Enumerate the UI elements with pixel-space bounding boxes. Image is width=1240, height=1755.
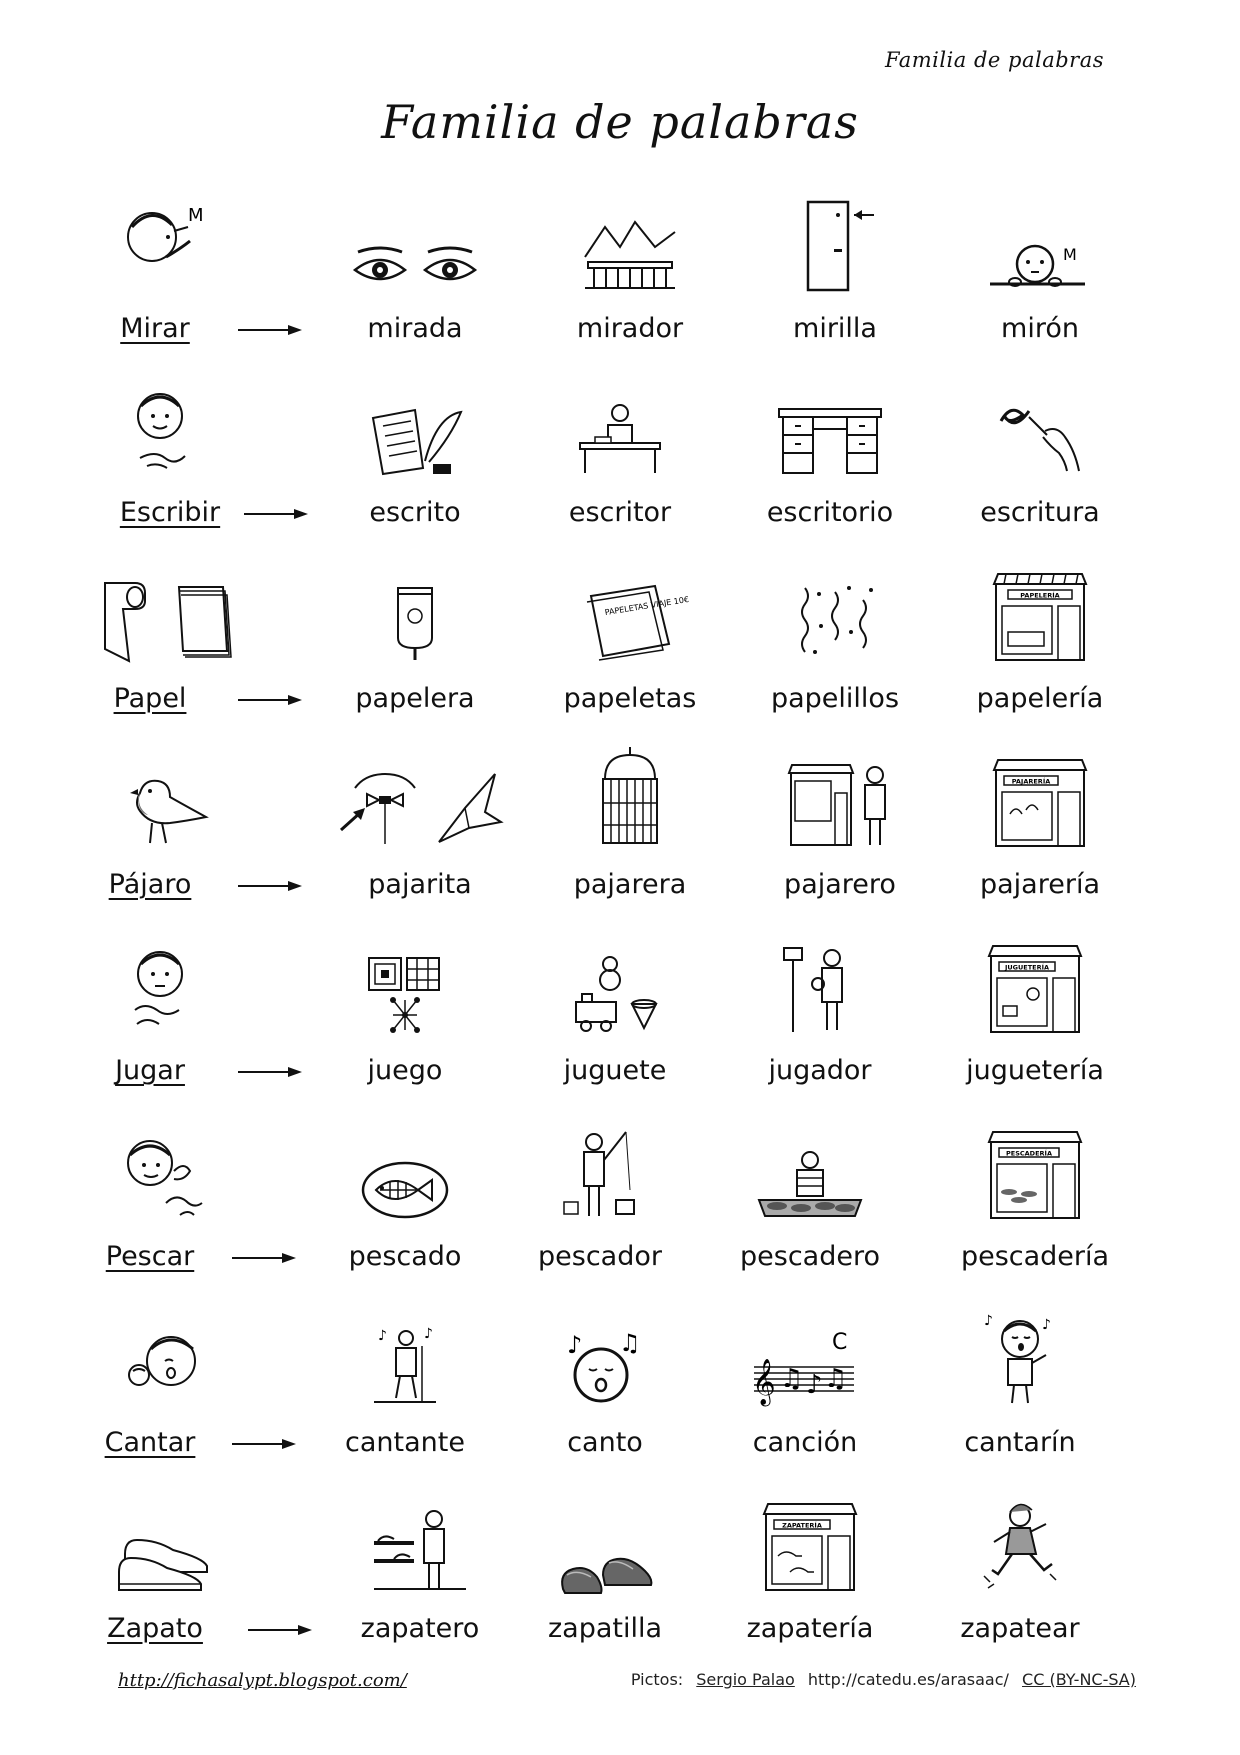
derived-cell — [935, 1284, 1105, 1468]
word-family-row — [0, 1284, 1240, 1468]
svg-text:♫: ♫ — [619, 1329, 641, 1357]
derived-word: zapatería — [746, 1613, 874, 1644]
blog-link[interactable]: http://fichasalypt.blogspot.com/ — [118, 1670, 407, 1691]
derived-cell — [520, 1284, 690, 1468]
derived-cell — [515, 1098, 685, 1282]
word-family-row — [0, 540, 1240, 724]
music-notes-icon — [750, 1331, 860, 1406]
trash-bin-icon — [390, 582, 440, 662]
derived-cell — [335, 1470, 505, 1654]
derived-cell — [725, 1098, 895, 1282]
word-family-row — [0, 170, 1240, 354]
derived-word: pajarita — [368, 869, 472, 900]
fishmonger-icon — [755, 1150, 865, 1220]
pet-shop-icon — [990, 758, 1090, 848]
derived-word: juguete — [563, 1055, 667, 1086]
base-cell — [80, 726, 240, 910]
peeker-icon — [985, 242, 1095, 292]
derived-cell — [935, 1470, 1105, 1654]
derived-word: juguetería — [966, 1055, 1104, 1086]
base-word: Escribir — [119, 497, 221, 528]
derived-cell — [750, 540, 920, 724]
arasaac-link[interactable]: http://catedu.es/arasaac/ — [807, 1670, 1009, 1689]
derived-word: pajarero — [784, 869, 896, 900]
confetti-icon — [795, 582, 875, 662]
bird-icon — [120, 773, 210, 848]
derived-cell — [955, 540, 1125, 724]
birdcage-icon — [595, 743, 665, 848]
arrow-right-icon — [238, 324, 302, 336]
word-family-row — [0, 912, 1240, 1096]
derived-word: zapatilla — [547, 1613, 663, 1644]
derived-cell — [545, 170, 715, 354]
base-cell — [80, 1098, 240, 1282]
toys-icon — [570, 954, 660, 1034]
svg-text:M: M — [188, 205, 204, 226]
svg-text:♫: ♫ — [824, 1364, 848, 1394]
derived-word: pescadero — [740, 1241, 880, 1272]
derived-cell — [755, 726, 925, 910]
base-cell — [80, 540, 240, 724]
shoemaker-icon — [370, 1507, 470, 1592]
stationery-shop-icon — [990, 572, 1090, 662]
svg-text:PESCADERÍA: PESCADERÍA — [1006, 1149, 1052, 1158]
base-word: Cantar — [104, 1427, 196, 1458]
svg-text:♪: ♪ — [806, 1370, 823, 1400]
toy-shop-icon — [985, 944, 1085, 1034]
svg-text:♪: ♪ — [984, 1313, 993, 1329]
author-link[interactable]: Sergio Palao — [696, 1670, 795, 1689]
header-note: Familia de palabras — [885, 48, 1104, 72]
base-cell — [80, 912, 240, 1096]
derived-word: pajarera — [573, 869, 687, 900]
derived-cell — [320, 912, 490, 1096]
derived-cell — [330, 354, 500, 538]
derived-cell — [320, 1284, 490, 1468]
word-family-row — [0, 1470, 1240, 1654]
derived-cell — [330, 726, 510, 910]
arrow-right-icon — [232, 1438, 296, 1450]
svg-text:M: M — [1063, 245, 1077, 264]
derived-word: zapatear — [960, 1613, 1080, 1644]
page-title: Familia de palabras — [381, 95, 859, 149]
derived-cell — [955, 170, 1125, 354]
svg-text:ZAPATERÍA: ZAPATERÍA — [782, 1521, 822, 1530]
tap-dancer-icon — [980, 1502, 1060, 1592]
svg-text:♪: ♪ — [378, 1328, 387, 1344]
slippers-icon — [555, 1545, 655, 1600]
derived-cell — [950, 912, 1120, 1096]
desk-icon — [775, 401, 885, 476]
viewpoint-icon — [580, 212, 680, 292]
svg-text:♫: ♫ — [780, 1364, 804, 1394]
signing-child-icon — [120, 1135, 210, 1220]
arrow-right-icon — [238, 694, 302, 706]
derived-word: cantarín — [964, 1427, 1076, 1458]
base-cell — [80, 354, 240, 538]
signing-child-icon — [125, 944, 195, 1034]
base-word: Jugar — [115, 1055, 185, 1086]
handwriting-icon — [995, 401, 1085, 476]
derived-cell — [745, 354, 915, 538]
derived-word: mirón — [1001, 313, 1079, 344]
derived-word: pajarería — [980, 869, 1100, 900]
derived-word: pescadería — [960, 1241, 1110, 1272]
board-games-icon — [365, 954, 445, 1034]
fisherman-icon — [560, 1130, 640, 1220]
singing-face-icon — [565, 1331, 645, 1406]
credits — [631, 1670, 1136, 1689]
derived-word: zapatero — [360, 1613, 480, 1644]
word-family-row — [0, 354, 1240, 538]
derived-cell — [955, 726, 1125, 910]
derived-word: pescado — [348, 1241, 462, 1272]
bowtie-and-origami-bird-icon — [335, 768, 505, 848]
bird-seller-icon — [785, 763, 895, 848]
singing-boy-icon — [980, 1311, 1060, 1406]
derived-cell — [750, 170, 920, 354]
base-word: Mirar — [120, 313, 190, 344]
derived-word: escritura — [980, 497, 1100, 528]
derived-cell — [725, 1470, 895, 1654]
derived-cell — [955, 354, 1125, 538]
derived-word: cantante — [345, 1427, 465, 1458]
pictos-label: Pictos: — [630, 1670, 684, 1689]
derived-cell — [545, 540, 715, 724]
base-word: Zapato — [107, 1613, 203, 1644]
derived-cell — [330, 170, 500, 354]
svg-text:♪: ♪ — [424, 1326, 433, 1342]
derived-word: juego — [367, 1055, 443, 1086]
derived-word: papeletas — [563, 683, 697, 714]
eyes-icon — [350, 242, 480, 292]
derived-word: papelillos — [770, 683, 900, 714]
arrow-right-icon — [238, 1066, 302, 1078]
player-icon — [780, 944, 860, 1034]
svg-text:♪: ♪ — [567, 1331, 583, 1359]
derived-word: jugador — [768, 1055, 872, 1086]
shoe-shop-icon — [760, 1502, 860, 1592]
base-word: Pájaro — [108, 869, 192, 900]
singer-icon — [370, 1326, 440, 1406]
signing-child-icon — [125, 386, 195, 476]
svg-text:♪: ♪ — [1042, 1317, 1051, 1333]
arrow-right-icon — [248, 1624, 312, 1636]
writer-at-desk-icon — [575, 401, 665, 476]
base-word: Pescar — [105, 1241, 195, 1272]
arrow-right-icon — [238, 880, 302, 892]
raffle-tickets-icon — [585, 582, 690, 662]
svg-text:JUGUETERÍA: JUGUETERÍA — [1004, 963, 1050, 972]
derived-word: papelera — [355, 683, 475, 714]
derived-cell — [320, 1098, 490, 1282]
base-cell — [80, 1470, 250, 1654]
base-cell — [80, 1284, 240, 1468]
derived-word: escritor — [568, 497, 672, 528]
door-peephole-icon — [790, 197, 880, 292]
fish-shop-icon — [985, 1130, 1085, 1220]
license-link[interactable]: CC (BY-NC-SA) — [1022, 1670, 1136, 1689]
derived-word: canto — [567, 1427, 643, 1458]
derived-cell — [530, 912, 700, 1096]
svg-text:PAPELERÍA: PAPELERÍA — [1020, 591, 1060, 600]
base-cell — [80, 170, 240, 354]
derived-word: mirada — [367, 313, 463, 344]
word-family-row — [0, 1098, 1240, 1282]
derived-cell — [535, 354, 705, 538]
derived-cell — [735, 912, 905, 1096]
derived-cell — [545, 726, 715, 910]
singing-sign-icon — [125, 1331, 205, 1406]
derived-cell — [520, 1470, 690, 1654]
derived-cell — [330, 540, 500, 724]
svg-text:PAJARERÍA: PAJARERÍA — [1011, 777, 1051, 786]
arrow-right-icon — [232, 1252, 296, 1264]
derived-word: canción — [752, 1427, 858, 1458]
derived-word: escritorio — [766, 497, 894, 528]
person-looking-icon — [120, 197, 210, 292]
derived-word: pescador — [538, 1241, 662, 1272]
arrow-right-icon — [244, 508, 308, 520]
written-letter-quill-icon — [365, 406, 465, 476]
derived-cell — [950, 1098, 1120, 1282]
derived-word: mirilla — [793, 313, 877, 344]
fish-dish-icon — [360, 1160, 450, 1220]
derived-word: mirador — [576, 313, 684, 344]
svg-text:PAPELETAS VIAJE 10€: PAPELETAS VIAJE 10€ — [604, 594, 690, 618]
word-family-row — [0, 726, 1240, 910]
derived-word: papelería — [976, 683, 1104, 714]
derived-cell — [720, 1284, 890, 1468]
base-word: Papel — [113, 683, 187, 714]
shoes-icon — [115, 1532, 215, 1592]
svg-text:C: C — [832, 1330, 848, 1355]
paper-roll-and-sheets-icon — [95, 577, 235, 662]
svg-text:𝄞: 𝄞 — [752, 1359, 776, 1405]
derived-word: escrito — [369, 497, 461, 528]
